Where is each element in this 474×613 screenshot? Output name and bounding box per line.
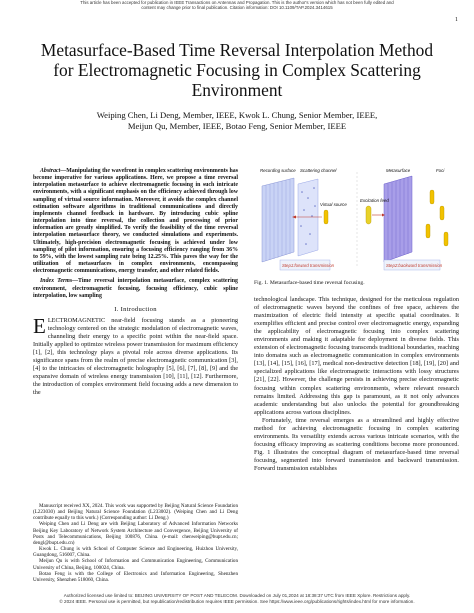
figure-diagram: [254, 166, 459, 274]
label-metasurface: Metasurface: [386, 168, 411, 173]
label-foci: Foci: [436, 168, 445, 173]
right-paragraph-2: Fortunately, time reversal emerges as a streamlined and highly effective method for achieving electromagnetic focusing in complex scattering environments. Its versatility extends across various intricate scenarios, with the focusing efficacy improving as scattering conditions become more pronounced. Fig. 1 illustrates the conceptual diagram of metasurface-based time reversal focusing, segmented into forward transmission and backward transmission. Forward transmission establishes: [254, 416, 459, 472]
scattering-channel-plane: [298, 179, 318, 256]
excitation-feed-icon: [366, 206, 371, 224]
foci-icons: [426, 190, 448, 246]
figure-1: [254, 166, 459, 274]
footer: [0, 593, 474, 605]
abstract-label: Abstract: [40, 168, 61, 174]
top-banner: [0, 0, 474, 11]
drop-cap: E: [33, 313, 46, 338]
left-column: [33, 168, 238, 397]
footer-line-1: Authorized licensed use limited to: BEIJING UNIVERSITY OF POST AND TELECOM. Downloaded on July 01,2024 at 18:38:37 UTC from IEEE Xplore. Restrictions apply.: [63, 593, 411, 598]
label-excitation-feed: Excitation feed: [360, 198, 389, 203]
footnote-3: Kwok L. Chung is with School of Computer Science and Engineering, Huizhou University, Guangdong, 516007, China.: [33, 546, 238, 559]
label-step2: Step2:backward transmission: [386, 263, 443, 268]
index-terms: [33, 278, 238, 299]
right-column: [254, 296, 459, 473]
paper-title: Metasurface-Based Time Reversal Interpolation Method for Electromagnetic Focusing in Complex Scattering Environment: [40, 40, 434, 100]
label-scattering-channel: Scattering channel: [300, 168, 337, 173]
intro-paragraph: [33, 313, 238, 397]
section-heading: I. Introduction: [114, 305, 157, 313]
label-step1: Step1:forward transmission: [282, 263, 335, 268]
banner-line-2: content may change prior to final publication. Citation information: DOI 10.1109/TAP.2024.3414615: [141, 5, 333, 11]
author-list: [40, 110, 434, 131]
footnotes: [33, 503, 238, 583]
index-terms-label: Index Terms: [40, 278, 73, 285]
author-line-1: Weiping Chen, Li Deng, Member, IEEE, Kwok L. Chung, Senior Member, IEEE,: [96, 110, 378, 120]
index-terms-text: —Time reversal interpolation metasurface, complex scattering environment, electromagnetic focusing, focusing efficiency, cubic spline interpolation, low sampling: [33, 278, 239, 299]
label-recording-surface: Recording surface: [260, 168, 296, 173]
footnote-2: Weiping Chen and Li Deng are with Beijing Laboratory of Advanced Information Networks Beijing Key Laboratory of Network System Architecture and Convergence, Beijing University of Posts and Telecommunications, Beijing 100876, China. (e-mail: chenweiping@bupt.edu.cn; dengl@bupt.edu.cn): [33, 521, 238, 546]
right-paragraph-1: technological landscape. This technique, designed for the meticulous regulation of electromagnetic waves beyond the confines of free space, achieves the maximization of electric field intensity at specific spatial coordinates. It exemplifies efficient and precise control over electromagnetic energy, expanding the applicability of electromagnetic focusing into complex scattering environments and making it adaptable for deployment in diverse fields. This extension of electromagnetic focusing transcends traditional boundaries, reaching into domains such as electromagnetic communication in complex environments [13], [14], [15], [16], [17], medical non-destructive detection [18], [19], [20] and specialized applications like electromagnetic interactions with lossy structures [21], [22]. However, the challenge persists in achieving precise electromagnetic focusing within complex scattering environments, where relevant research remains limited. Addressing this gap is paramount, as it not only advances academic understanding but also unlocks the potential for groundbreaking applications across various disciplines.: [254, 296, 459, 416]
label-virtual-source: Virtual source: [320, 202, 347, 207]
footnote-4: Meijun Qu is with School of Information and Communication Engineering, Communication University of China, Beijing, 100024, China.: [33, 558, 238, 571]
footnote-5: Botao Feng is with the College of Electronics and Information Engineering, Shenzhen University, Shenzhen 518060, China.: [33, 570, 238, 583]
footnote-1: Manuscript received XX, 2024. This work was supported by Beijing Natural Science Foundation (L223030) and Beijing Natural Science Foundation (L233002). (Weiping Chen and Li Deng contribute equally to this work.) (Corresponding author: Li Deng.): [33, 503, 238, 522]
banner-line-1: This article has been accepted for publication in IEEE Transactions on Antennas and Propagation. This is the author's version which has not been fully edited and: [80, 0, 394, 5]
intro-text: LECTROMAGNETIC near-field focusing stands as a pioneering technology centered on the strategic modulation of electromagnetic waves, channeling their energy to a specific point within the near-field space. Initially applied to optimize wireless power transmission for maximum efficiency [1], [2], this technology plays a pivotal role across diverse applications. Its significance spans from the realm of precise electromagnetic communication [3], [4] to the intricacies of electromagnetic holography [5], [6], [7], [8], [9] and the expansive domain of wireless energy transmission [10], [11], [12]. Furthermore, the introduction of complex environment field focusing adds a new dimension to the: [33, 316, 238, 397]
virtual-source-icon: [324, 210, 328, 224]
footer-line-2: © 2024 IEEE. Personal use is permitted, but republication/redistribution requires IEEE permission. See https://www.ieee.org/publications/rights/index.html for more information.: [59, 598, 415, 604]
metasurface-plane: [384, 176, 412, 262]
figure-caption: Fig. 1. Metasurface-based time reversal focusing.: [254, 280, 365, 286]
abstract-text: —Manipulating the wavefront in complex scattering environments has become imperative for various applications. Here, we propose a time reversal interpolation metasurface to achieve electromagnetic focusing in such intricate environments, with a significant emphasis on the efficiency achieved through low sampling of virtual source information. Moreover, it avoids the complex channel estimation software algorithms in traditional communications and directly implements channel feedback in hardware. By introducing cubic spline interpolation into time reversal, the collection and processing of prior information are greatly simplified. To verify the feasibility of the time reversal interpolation metasurface theory, we conducted simulations and experiments. Ultimately, high-precision electromagnetic focusing is achieved under low sampling of pilot information, ensuring a focusing efficiency ranging from 36% to 59%, with the lowest sampling rate being 12.25%. This paves the way for the utilization of metasurfaces in complex environments, encompassing electromagnetic communications, energy transfer, and other related fields.: [33, 168, 238, 275]
abstract: [33, 168, 238, 275]
page-number: 1: [455, 17, 458, 23]
author-line-2: Meijun Qu, Member, IEEE, Botao Feng, Senior Member, IEEE: [127, 120, 347, 131]
